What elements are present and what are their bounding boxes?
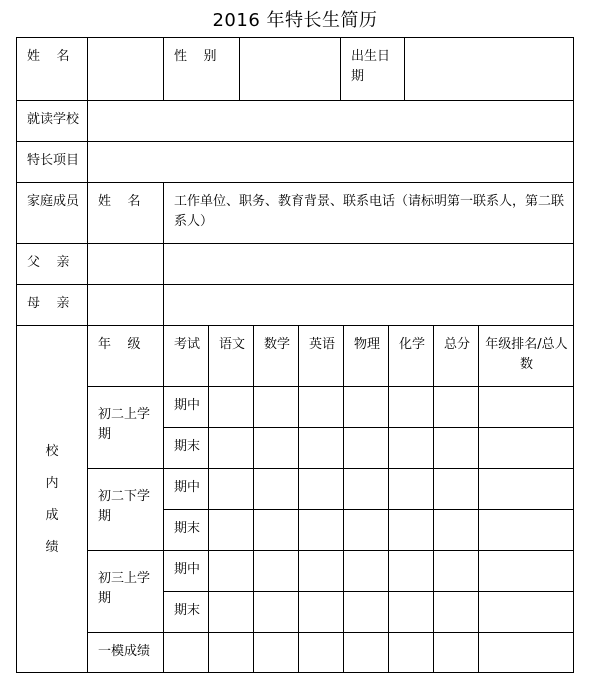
score-cell[interactable] [343, 427, 388, 468]
score-cell[interactable] [478, 632, 574, 673]
score-cell[interactable] [208, 632, 253, 673]
term-label: 初二上学期 [87, 386, 163, 468]
mock-exam-label: 一模成绩 [87, 632, 163, 673]
score-cell[interactable] [433, 632, 478, 673]
score-cell[interactable] [208, 550, 253, 591]
score-cell[interactable] [343, 386, 388, 427]
score-cell[interactable] [253, 591, 298, 632]
exam-label: 期末 [163, 509, 208, 550]
score-cell[interactable] [478, 386, 574, 427]
score-cell[interactable] [343, 591, 388, 632]
family-name-header: 姓 名 [87, 182, 163, 243]
exam-label: 期末 [163, 427, 208, 468]
mother-label: 母 亲 [16, 284, 87, 325]
father-label: 父 亲 [16, 243, 87, 284]
score-cell[interactable] [388, 468, 433, 509]
specialty-field[interactable] [87, 141, 574, 182]
term-label: 初三上学期 [87, 550, 163, 632]
score-cell[interactable] [253, 550, 298, 591]
math-header: 数学 [253, 325, 298, 386]
score-cell[interactable] [343, 632, 388, 673]
score-cell[interactable] [208, 386, 253, 427]
score-cell[interactable] [253, 427, 298, 468]
score-cell[interactable] [388, 386, 433, 427]
gender-label: 性 别 [163, 37, 239, 100]
family-info-header: 工作单位、职务、教育背景、联系电话（请标明第一联系人，第二联系人） [163, 182, 574, 243]
score-cell[interactable] [253, 468, 298, 509]
school-field[interactable] [87, 100, 574, 141]
rank-header: 年级排名/总人数 [478, 325, 574, 386]
score-cell[interactable] [433, 509, 478, 550]
score-cell[interactable] [163, 632, 208, 673]
score-cell[interactable] [208, 591, 253, 632]
score-cell[interactable] [208, 509, 253, 550]
name-label: 姓 名 [16, 37, 87, 100]
grades-section-label: 校 内 成 绩 [16, 325, 87, 673]
score-cell[interactable] [433, 468, 478, 509]
score-cell[interactable] [478, 427, 574, 468]
birth-date-label: 出生日期 [340, 37, 404, 100]
family-label: 家庭成员 [16, 182, 87, 243]
name-field[interactable] [87, 37, 163, 100]
score-cell[interactable] [478, 550, 574, 591]
exam-label: 期末 [163, 591, 208, 632]
exam-label: 期中 [163, 468, 208, 509]
score-cell[interactable] [388, 632, 433, 673]
score-cell[interactable] [343, 550, 388, 591]
score-cell[interactable] [253, 509, 298, 550]
score-cell[interactable] [478, 509, 574, 550]
page-title: 2016 年特长生简历 [212, 10, 378, 31]
score-cell[interactable] [433, 550, 478, 591]
school-label: 就读学校 [16, 100, 87, 141]
father-info-field[interactable] [163, 243, 574, 284]
english-header: 英语 [298, 325, 343, 386]
score-cell[interactable] [298, 632, 343, 673]
score-cell[interactable] [343, 509, 388, 550]
term-label: 初二下学期 [87, 468, 163, 550]
score-cell[interactable] [433, 591, 478, 632]
chemistry-header: 化学 [388, 325, 433, 386]
exam-label: 期中 [163, 550, 208, 591]
score-cell[interactable] [478, 468, 574, 509]
total-header: 总分 [433, 325, 478, 386]
exam-header: 考试 [163, 325, 208, 386]
score-cell[interactable] [298, 386, 343, 427]
birth-date-field[interactable] [404, 37, 574, 100]
score-cell[interactable] [388, 550, 433, 591]
specialty-label: 特长项目 [16, 141, 87, 182]
score-cell[interactable] [478, 591, 574, 632]
score-cell[interactable] [433, 427, 478, 468]
father-name-field[interactable] [87, 243, 163, 284]
score-cell[interactable] [253, 632, 298, 673]
mother-name-field[interactable] [87, 284, 163, 325]
physics-header: 物理 [343, 325, 388, 386]
exam-label: 期中 [163, 386, 208, 427]
score-cell[interactable] [208, 427, 253, 468]
mother-info-field[interactable] [163, 284, 574, 325]
score-cell[interactable] [298, 427, 343, 468]
chinese-header: 语文 [208, 325, 253, 386]
score-cell[interactable] [388, 591, 433, 632]
gender-field[interactable] [239, 37, 340, 100]
score-cell[interactable] [388, 427, 433, 468]
grade-header: 年 级 [87, 325, 163, 386]
score-cell[interactable] [298, 591, 343, 632]
score-cell[interactable] [298, 509, 343, 550]
score-cell[interactable] [298, 468, 343, 509]
score-cell[interactable] [298, 550, 343, 591]
score-cell[interactable] [433, 386, 478, 427]
score-cell[interactable] [343, 468, 388, 509]
score-cell[interactable] [388, 509, 433, 550]
score-cell[interactable] [208, 468, 253, 509]
score-cell[interactable] [253, 386, 298, 427]
